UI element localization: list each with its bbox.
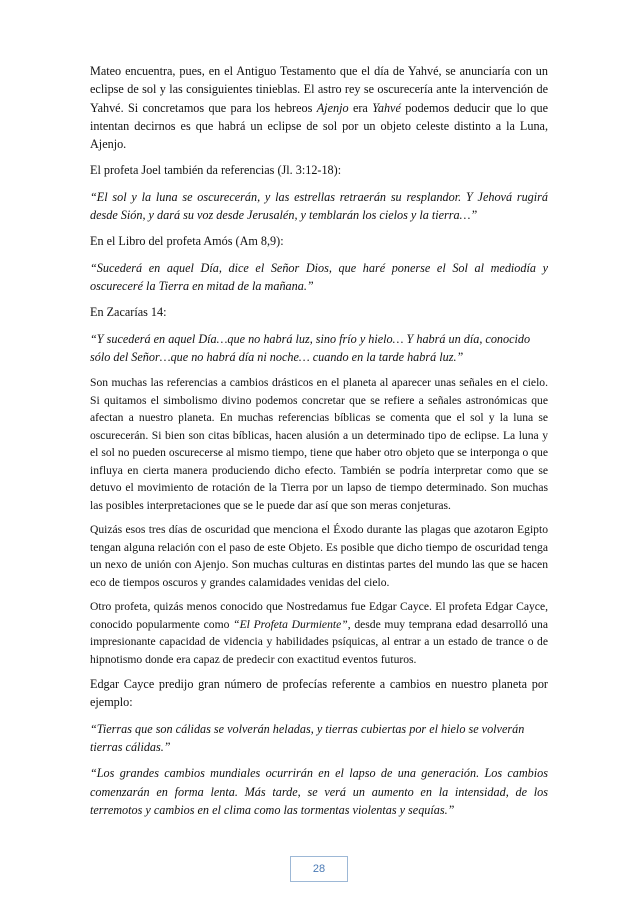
quote-amos: “Sucederá en aquel Día, dice el Señor Dios, que haré ponerse el Sol al mediodía y oscureceré la Tierra en mitad de la mañana.” (90, 260, 548, 293)
italic-profeta-durmiente: “El Profeta Durmiente” (233, 617, 348, 631)
quote-joel: “El sol y la luna se oscurecerán, y las estrellas retraerán su resplandor. Y Jehová rugirá desde Sión, y dará su voz desde Jerusalén, y temblarán los cielos y la tierra…” (90, 189, 548, 223)
paragraph-oscuridad: Quizás esos tres días de oscuridad que menciona el Éxodo durante las plagas que azotaron Egipto tengan alguna relación con el paso de este Objeto. Es posible que dicho tiempo de oscuridad tenga un nexo de unión con Ajenjo. Son muchas culturas en distintas partes del mundo las que se hacen eco de tiempos oscuros y grandes calamidades venidas del cielo. (90, 523, 548, 589)
paragraph-mateo (90, 62, 548, 153)
paragraph-amos-intro: En el Libro del profeta Amós (Am 8,9): (90, 234, 284, 249)
paragraph-zacarias-intro: En Zacarías 14: (90, 305, 167, 320)
text: Otro profeta, quizás menos conocido que Nostredamus fue Edgar Cayce. El profeta Edgar Cayce, conocido popularmente como (90, 600, 548, 631)
text: Mateo encuentra, pues, en el Antiguo Testamento que el día de Yahvé, se anunciaría con un eclipse de sol y las consiguientes tinieblas. El astro rey se oscurecería ante la intervención de Yahvé. Si concretamos que para los hebreos (90, 64, 548, 115)
quote-zacarias: “Y sucederá en aquel Día…que no habrá luz, sino frío y hielo… Y habrá un día, conocido sólo del Señor…que no habrá día ni noche… cuando en la tarde habrá luz.” (90, 331, 531, 364)
paragraph-joel-intro: El profeta Joel también da referencias (Jl. 3:12-18): (90, 163, 342, 178)
paragraph-cayce-predijo: Edgar Cayce predijo gran número de profecías referente a cambios en nuestro planeta por ejemplo: (90, 677, 548, 710)
quote-cambios-mundiales: “Los grandes cambios mundiales ocurrirán en el lapso de una generación. Los cambios comenzarán en forma lenta. Más tarde, se verá un aumento en la intensidad, de los terremotos y cambios en el clima como las tormentas violentas y sequías.” (90, 766, 548, 817)
italic-yahve: Yahvé (372, 100, 401, 115)
text: , desde muy temprana edad desarrolló una impresionante capacidad de videncia y habilidades psíquicas, al entrar a un estado de trance o de hipnotismo donde era capaz de predecir con exactitud eventos futuros. (90, 617, 548, 666)
paragraph-referencias: Son muchas las referencias a cambios drásticos en el planeta al aparecer unas señales en el cielo. Si quitamos el simbolismo divino podemos concretar que se refiere a señales astronómicas que afectan a nuestro planeta. En muchas referencias bíblicas se comenta que el sol y la luna se oscurecerán. Si bien son citas bíblicas, hacen alusión a un determinado tipo de eclipse. La luna y el sol no pueden oscurecerse al mismo tiempo, tiene que haber otro objeto que se interponga o que influya en cierta manera produciendo dicho efecto. También se podría interpretar como que se detuvo el movimiento de rotación de la Tierra por un lapso de tiempo determinado. Son muchas las posibles interpretaciones que se le puede dar así que son meras conjeturas. (90, 376, 548, 512)
quote-tierras: “Tierras que son cálidas se volverán heladas, y tierras cubiertas por el hielo se volverán tierras cálidas.” (90, 721, 525, 755)
text: podemos deducir que lo que intentan decirnos es que habrá un eclipse de sol por un objeto celeste distinto a la Luna, Ajenjo. (90, 100, 548, 152)
paragraph-cayce (90, 598, 548, 668)
text: era (348, 100, 373, 115)
page-number: 28 (290, 856, 348, 882)
italic-ajenjo: Ajenjo (316, 100, 349, 115)
